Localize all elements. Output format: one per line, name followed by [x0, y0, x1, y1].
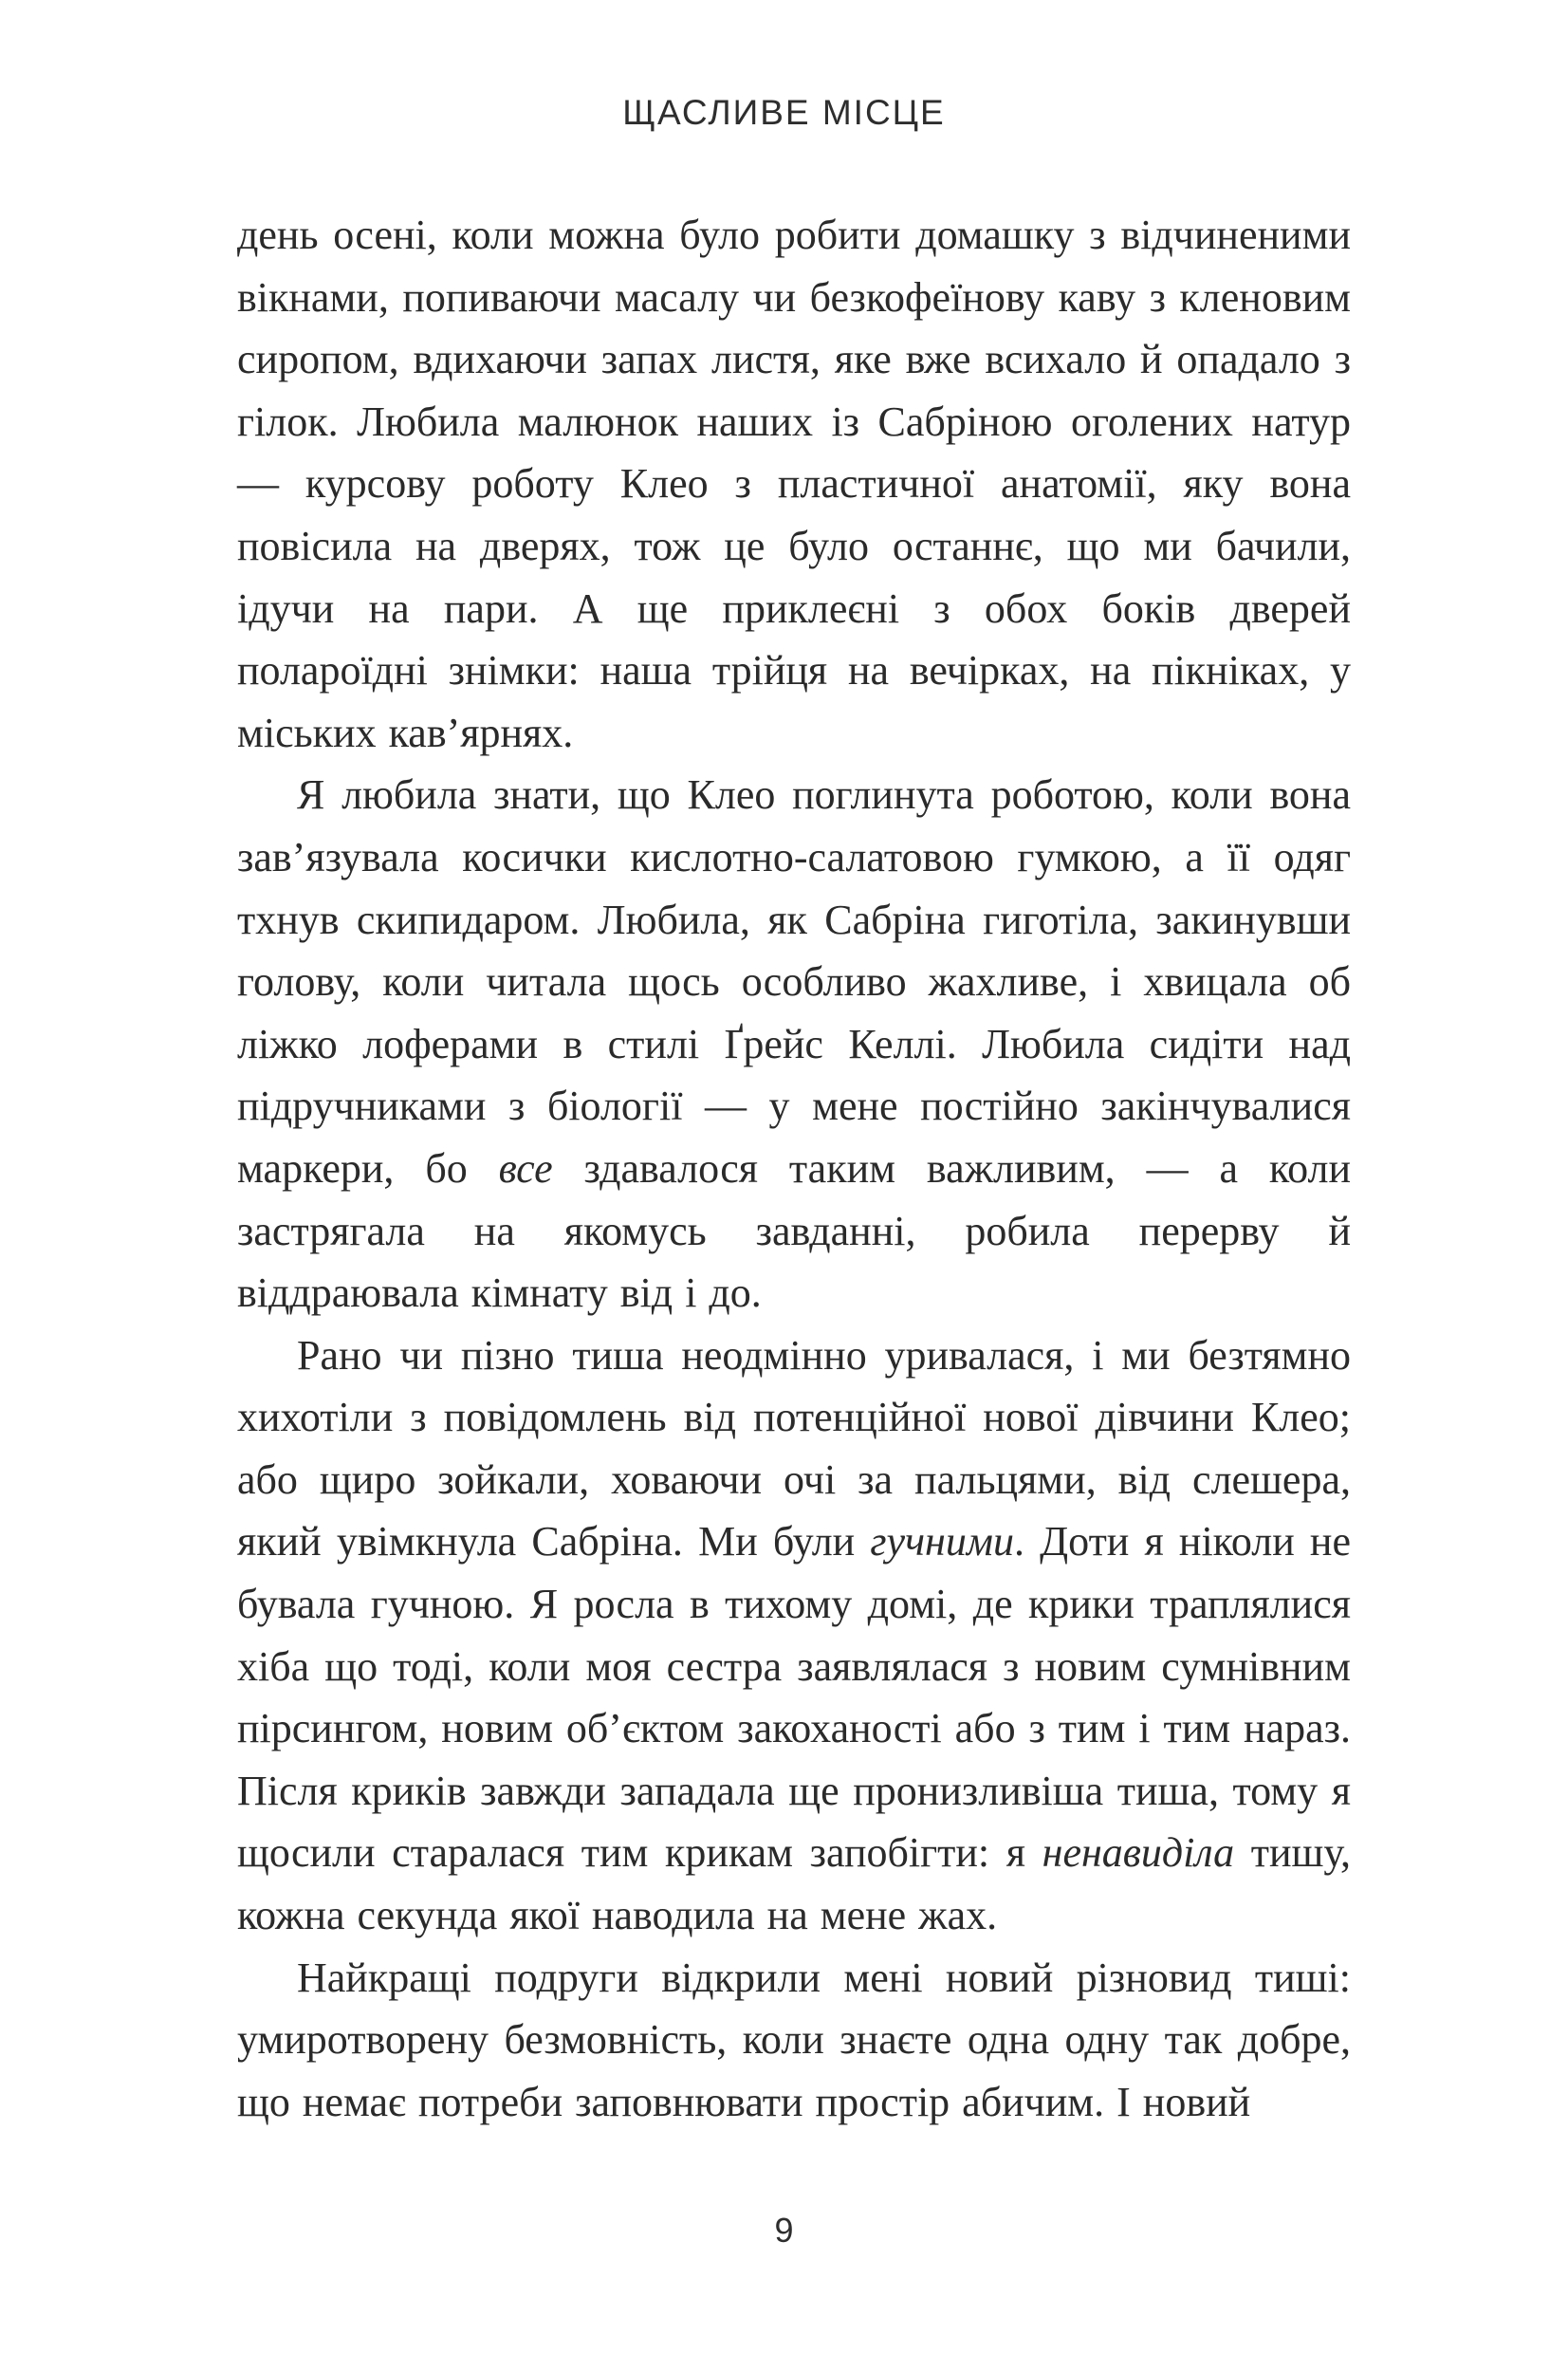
- paragraph: [237, 1947, 1351, 2134]
- page-number: 9: [774, 2211, 794, 2250]
- paragraph: [237, 1325, 1351, 1947]
- emphasis-text: все: [498, 1144, 553, 1192]
- body-text: [237, 204, 1351, 2133]
- text-run: Я любила знати, що Клео поглинута роботою, коли вона зав’язувала косички кислотно-салатовою гумкою, а її одяг тхнув скипидаром. Любила, як Сабріна гиготіла, закинувши голову, коли читала щось особливо жахливе, і хвицала об ліжко лоферами в стилі Ґрейс Келлі. Любила сидіти над підручниками з біології — у мене постійно закінчувалися маркери, бо: [237, 771, 1351, 1192]
- paragraph: [237, 204, 1351, 764]
- text-run: Найкращі подруги відкрили мені новий різновид тиші: умиротворену безмовність, коли знаєте одна одну так добре, що немає потреби заповнювати простір абичим. І новий: [237, 1954, 1351, 2125]
- text-run: тишу, кожна секунда якої наводила на мене жах.: [237, 1829, 1351, 1939]
- text-run: здавалося таким важливим, — а коли застрягала на якомусь завданні, робила перерву й віддраювала кімнату від і до.: [237, 1144, 1351, 1317]
- paragraph: [237, 764, 1351, 1324]
- text-run: день осені, коли можна було робити домашку з відчиненими вікнами, попиваючи масалу чи безкофеїнову каву з кленовим сиропом, вдихаючи запах листя, яке вже всихало й опадало з гілок. Любила малюнок наших із Сабріною оголених натур — курсову роботу Клео з пластичної анатомії, яку вона повісила на дверях, тож це було останнє, що ми бачили, ідучи на пари. А ще приклеєні з обох боків дверей полароїдні знімки: наша трійця на вечірках, на пікніках, у міських кав’ярнях.: [237, 212, 1351, 756]
- running-head-title: ЩАСЛИВЕ МІСЦЕ: [622, 93, 946, 132]
- emphasis-text: гучними: [870, 1518, 1014, 1566]
- emphasis-text: ненавиділа: [1042, 1829, 1235, 1877]
- text-run: Рано чи пізно тиша неодмінно уривалася, і ми безтямно хихотіли з повідомлень від потенційної нової дівчини Клео; або щиро зойкали, ховаючи очі за пальцями, від слешера, який увімкнула Сабріна. Ми були: [237, 1331, 1351, 1566]
- text-run: . Доти я ніколи не бувала гучною. Я росла в тихому домі, де крики траплялися хіба що тоді, коли моя сестра заявлялася з новим сумнівним пірсингом, новим об’єктом закоханості або з тим і тим нараз. Після криків завжди западала ще пронизливіша тиша, тому я щосили старалася тим крикам запобігти: я: [237, 1518, 1351, 1877]
